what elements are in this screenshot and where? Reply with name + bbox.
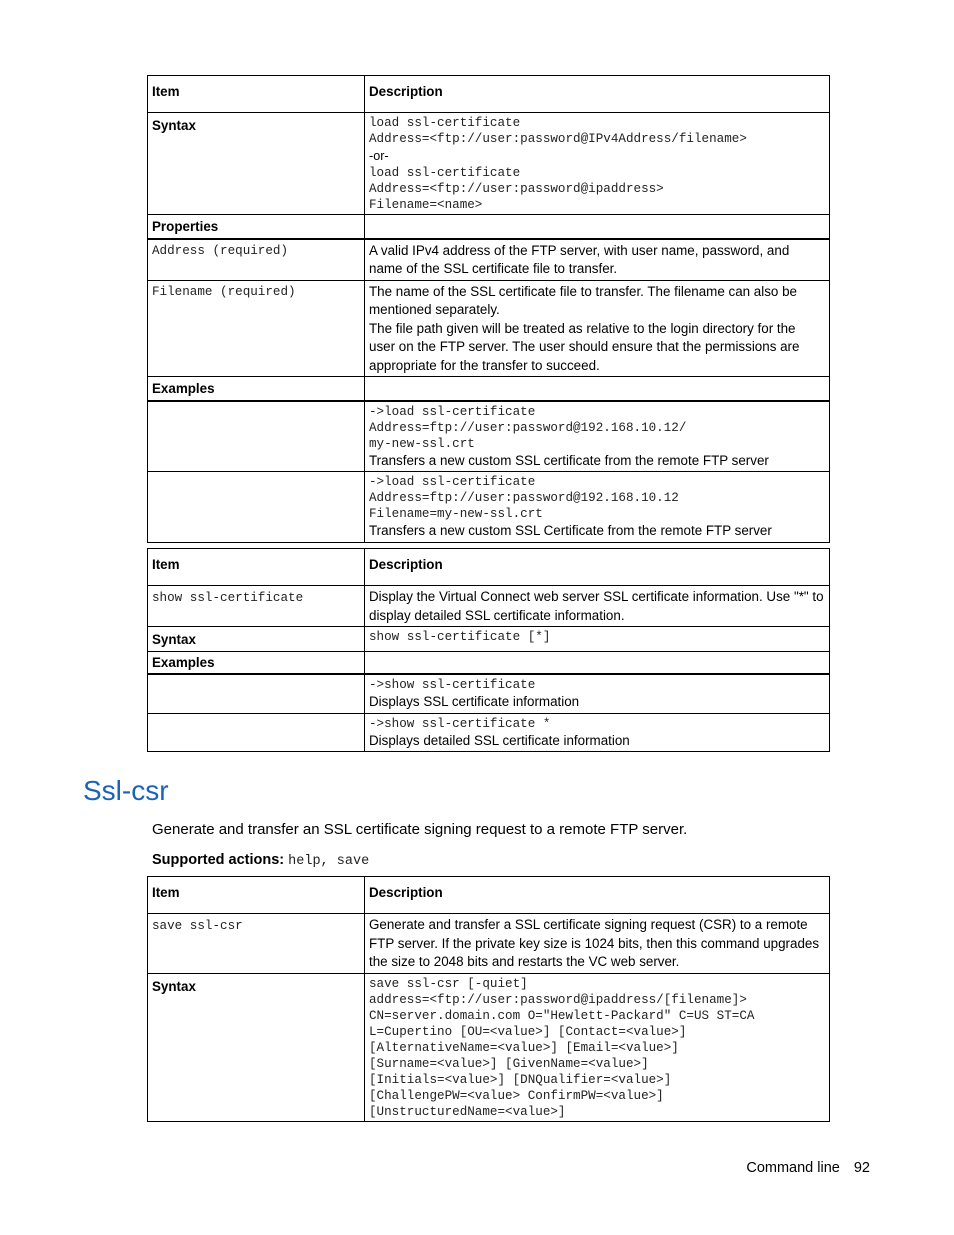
syntax-line: L=Cupertino [OU=<value>] [Contact=<value>] xyxy=(369,1024,687,1039)
supported-actions xyxy=(152,850,369,872)
example-description xyxy=(365,401,830,472)
example-item-empty xyxy=(148,472,365,543)
properties-section-row xyxy=(148,215,830,239)
page-footer xyxy=(746,1158,870,1178)
command-item-text: show ssl-certificate xyxy=(152,591,304,605)
example-code: Filename=my-new-ssl.crt xyxy=(369,507,543,521)
example-description xyxy=(365,674,830,713)
header-description: Description xyxy=(365,549,830,586)
ssl-csr-table xyxy=(147,876,830,1122)
command-description: Generate and transfer a SSL certificate signing request (CSR) to a remote FTP server. If the private key size is 1024 bits, then this command upgrades the size to 2048 bits and restarts the VC web server. xyxy=(365,914,830,974)
syntax-label: Syntax xyxy=(148,627,365,652)
syntax-label: Syntax xyxy=(148,113,365,215)
syntax-value xyxy=(365,627,830,652)
filename-item xyxy=(148,280,365,377)
header-description: Description xyxy=(365,877,830,914)
ssl-certificate-load-table xyxy=(147,75,830,543)
syntax-or: -or- xyxy=(369,149,389,163)
table-header-row xyxy=(148,76,830,113)
syntax-line: save ssl-csr [-quiet] xyxy=(369,976,528,991)
address-item xyxy=(148,239,365,281)
examples-section-row xyxy=(148,651,830,674)
syntax-line: [ChallengePW=<value> ConfirmPW=<value>] xyxy=(369,1088,664,1103)
command-item xyxy=(148,914,365,974)
syntax-value xyxy=(365,113,830,215)
example-text: Displays detailed SSL certificate information xyxy=(369,732,630,748)
address-row xyxy=(148,239,830,281)
command-item-text: save ssl-csr xyxy=(152,919,243,933)
header-item: Item xyxy=(148,76,365,113)
syntax-row xyxy=(148,973,830,1121)
example-code: my-new-ssl.crt xyxy=(369,436,475,451)
footer-section-name: Command line xyxy=(746,1160,840,1176)
command-row xyxy=(148,914,830,974)
example-code: Address=ftp://user:password@192.168.10.12/ xyxy=(369,420,687,435)
examples-empty xyxy=(365,651,830,674)
example-text: Displays SSL certificate information xyxy=(369,694,580,709)
command-row xyxy=(148,586,830,627)
syntax-line: Filename=<name> xyxy=(369,198,483,212)
example-row xyxy=(148,472,830,543)
example-item-empty xyxy=(148,713,365,752)
example-text: Transfers a new custom SSL Certificate from the remote FTP server xyxy=(369,523,772,538)
syntax-line: Address=<ftp://user:password@IPv4Address/filename> xyxy=(369,132,747,146)
properties-label: Properties xyxy=(148,215,365,239)
table-header-row xyxy=(148,877,830,914)
header-item: Item xyxy=(148,877,365,914)
syntax-line: CN=server.domain.com O="Hewlett-Packard" C=US ST=CA xyxy=(369,1008,755,1023)
header-description: Description xyxy=(365,76,830,113)
example-code: Address=ftp://user:password@192.168.10.12 xyxy=(369,491,679,505)
filename-description-1: The name of the SSL certificate file to transfer. The filename can also be mentioned separately. xyxy=(369,283,797,317)
supported-actions-values: help, save xyxy=(288,854,370,869)
example-row xyxy=(148,401,830,472)
supported-actions-label: Supported actions: xyxy=(152,852,285,868)
syntax-line: [UnstructuredName=<value>] xyxy=(369,1104,566,1119)
syntax-row xyxy=(148,113,830,215)
examples-label: Examples xyxy=(148,651,365,674)
syntax-line: load ssl-certificate xyxy=(369,166,521,180)
filename-description xyxy=(365,280,830,377)
example-code: ->show ssl-certificate xyxy=(369,678,536,692)
example-description xyxy=(365,472,830,543)
examples-empty xyxy=(365,377,830,401)
example-row xyxy=(148,713,830,752)
example-description xyxy=(365,713,830,752)
syntax-value xyxy=(365,973,830,1121)
filename-description-2: The file path given will be treated as relative to the login directory for the user on the FTP server. The user should ensure that the permissions are appropriate for the transfer to succeed. xyxy=(369,320,800,373)
syntax-line: load ssl-certificate xyxy=(369,116,521,130)
syntax-line: address=<ftp://user:password@ipaddress/[filename]> xyxy=(369,992,747,1007)
table-header-row xyxy=(148,549,830,586)
example-item-empty xyxy=(148,674,365,713)
command-description: Display the Virtual Connect web server SSL certificate information. Use "*" to display detailed SSL certificate information. xyxy=(365,586,830,627)
properties-empty xyxy=(365,215,830,239)
command-item xyxy=(148,586,365,627)
examples-label: Examples xyxy=(148,377,365,401)
filename-row xyxy=(148,280,830,377)
example-item-empty xyxy=(148,401,365,472)
header-item: Item xyxy=(148,549,365,586)
syntax-line: [AlternativeName=<value>] [Email=<value>] xyxy=(369,1040,679,1055)
syntax-row xyxy=(148,627,830,652)
address-description: A valid IPv4 address of the FTP server, with user name, password, and name of the SSL certificate file to transfer. xyxy=(365,239,830,281)
page-number: 92 xyxy=(853,1160,870,1176)
syntax-line: Address=<ftp://user:password@ipaddress> xyxy=(369,182,664,196)
ssl-certificate-show-table xyxy=(147,548,830,752)
syntax-line: [Surname=<value>] [GivenName=<value>] xyxy=(369,1056,649,1071)
syntax-line: show ssl-certificate [*] xyxy=(369,630,551,644)
section-title: Ssl-csr xyxy=(83,775,169,806)
example-code: ->load ssl-certificate xyxy=(369,404,536,419)
address-item-text: Address (required) xyxy=(152,243,289,258)
example-code: ->load ssl-certificate xyxy=(369,475,536,489)
examples-section-row xyxy=(148,377,830,401)
example-row xyxy=(148,674,830,713)
syntax-label: Syntax xyxy=(148,973,365,1121)
section-intro: Generate and transfer an SSL certificate signing request to a remote FTP server. xyxy=(152,821,688,838)
filename-item-text: Filename (required) xyxy=(152,284,296,299)
example-code: ->show ssl-certificate * xyxy=(369,716,551,731)
example-text: Transfers a new custom SSL certificate from the remote FTP server xyxy=(369,452,769,468)
syntax-line: [Initials=<value>] [DNQualifier=<value>] xyxy=(369,1072,672,1087)
